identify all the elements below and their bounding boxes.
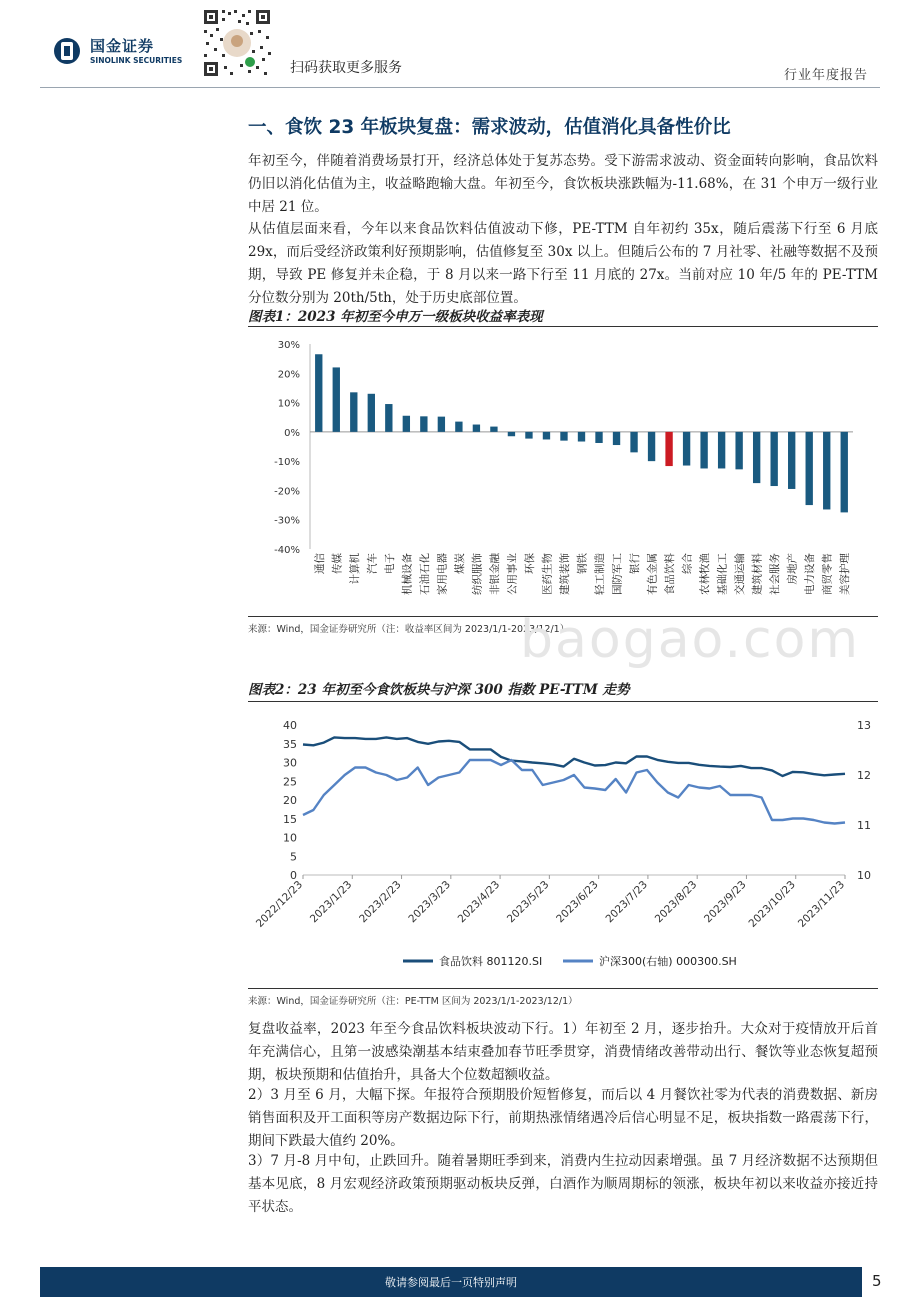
right-y-tick-label: 11 [857, 819, 871, 832]
y-tick-label: -10% [274, 457, 300, 469]
x-tick-label: 电力设备 [804, 553, 817, 595]
page-number: 5 [872, 1272, 882, 1290]
bar-建筑装饰 [560, 432, 567, 441]
bar-公用事业 [508, 432, 515, 436]
watermark: baogao.com [520, 610, 861, 670]
x-tick-label: 2023/3/23 [406, 878, 453, 926]
y-tick-label: 20% [277, 369, 300, 381]
section-title: 一、食饮 23 年板块复盘：需求波动，估值消化具备性价比 [248, 117, 731, 138]
figure2-top-rule [248, 701, 878, 702]
x-tick-label: 2023/1/23 [307, 878, 355, 926]
bar-房地产 [788, 432, 795, 489]
company-logo [40, 30, 200, 74]
bar-商贸零售 [823, 432, 830, 510]
x-tick-label: 有色金属 [646, 553, 659, 595]
x-tick-label: 煤炭 [453, 553, 466, 574]
bar-国防军工 [613, 432, 620, 445]
paragraph-2: 从估值层面来看，今年以来食品饮料估值波动下修，PE-TTM 自年初约 35x，随后震荡下行至 6 月底 29x，而后受经济政策利好预期影响，估值修复至 30x 以上。但随后公布的 7 月社零、社融等数据不及预期，导致 PE 修复并未企稳，于 8 月以来一路下行至 11 月底的 27x。当前对应 10 年/5 年的 PE-TTM 分位数分别为 20th/5th，处于历史底部位置。 [248, 221, 878, 306]
x-tick-label: 2023/7/23 [603, 878, 651, 926]
paragraph-5: 3）7 月-8 月中旬，止跌回升。随着暑期旺季到来，消费内生拉动因素增强。虽 7 月经济数据不达预期但基本见底，8 月宏观经济政策预期驱动板块反弹，白酒作为顺周期标的领涨，板块年初以来收益亦接近持平状态。 [248, 1153, 878, 1215]
x-tick-label: 医药生物 [541, 553, 554, 595]
x-tick-label: 建筑材料 [751, 553, 764, 595]
sinolink-logo-icon [52, 36, 82, 66]
x-tick-label: 公用事业 [506, 553, 519, 595]
x-tick-label: 食品饮料 [664, 553, 677, 595]
x-tick-label: 2023/9/23 [702, 878, 749, 926]
x-tick-label: 计算机 [348, 553, 361, 585]
figure2-bottom-rule [248, 988, 878, 989]
left-y-tick-label: 15 [283, 812, 297, 826]
header-divider [40, 87, 880, 88]
bar-综合 [683, 432, 690, 466]
x-tick-label: 纺织服饰 [471, 553, 484, 595]
x-tick-label: 2023/6/23 [554, 878, 601, 926]
logo-chinese-name: 国金证券 [90, 37, 155, 55]
bar-食品饮料 [665, 432, 672, 466]
bar-纺织服饰 [473, 425, 480, 432]
figure1-bar-chart [248, 330, 878, 612]
bar-交通运输 [735, 432, 742, 469]
figure2-title: 图表2：23 年初至今食饮板块与沪深 300 指数 PE-TTM 走势 [248, 682, 630, 698]
x-tick-label: 基础化工 [716, 553, 729, 595]
legend-label: 沪深300(右轴) 000300.SH [599, 955, 737, 968]
bar-电力设备 [806, 432, 813, 505]
bar-煤炭 [455, 422, 462, 432]
figure1-title: 图表1：2023 年初至今申万一级板块收益率表现 [248, 309, 543, 325]
left-y-tick-label: 30 [283, 756, 297, 770]
y-tick-label: 0% [284, 427, 300, 439]
x-tick-label: 社会服务 [769, 553, 782, 595]
x-tick-label: 钢铁 [576, 553, 589, 574]
bar-汽车 [368, 394, 375, 432]
x-tick-label: 电子 [383, 553, 396, 574]
x-tick-label: 通信 [313, 553, 326, 574]
report-type-label: 行业年度报告 [783, 68, 868, 83]
x-tick-label: 环保 [523, 553, 536, 574]
bar-医药生物 [543, 432, 550, 440]
x-tick-label: 房地产 [786, 553, 799, 585]
logo-english-name: SINOLINK SECURITIES [90, 56, 183, 65]
x-tick-label: 家用电器 [436, 553, 449, 595]
bar-非银金融 [490, 427, 497, 432]
x-tick-label: 美容护理 [839, 553, 852, 595]
bar-轻工制造 [595, 432, 602, 443]
bar-电子 [385, 404, 392, 432]
bar-建筑材料 [753, 432, 760, 483]
x-tick-label: 2023/2/23 [357, 878, 404, 926]
left-y-tick-label: 25 [283, 775, 297, 789]
bar-环保 [525, 432, 532, 439]
bar-通信 [315, 354, 322, 432]
x-tick-label: 2023/5/23 [504, 878, 552, 926]
bar-石油石化 [420, 416, 427, 432]
x-tick-label: 农林牧渔 [699, 553, 712, 595]
x-tick-label: 国防军工 [611, 553, 624, 595]
bar-计算机 [350, 392, 357, 432]
bar-美容护理 [841, 432, 848, 513]
x-tick-label: 汽车 [366, 553, 379, 574]
left-y-tick-label: 35 [283, 737, 297, 751]
figure2-line-chart [248, 705, 878, 980]
y-tick-label: -40% [274, 545, 300, 556]
bar-传媒 [333, 367, 340, 431]
x-tick-label: 2023/8/23 [652, 878, 700, 926]
left-y-tick-label: 10 [283, 831, 297, 845]
y-tick-label: 10% [277, 398, 300, 410]
bar-基础化工 [718, 432, 725, 469]
y-tick-label: -20% [274, 486, 300, 498]
y-tick-label: 30% [277, 340, 300, 351]
y-tick-label: -30% [274, 515, 300, 527]
x-tick-label: 商贸零售 [821, 553, 834, 595]
bar-社会服务 [770, 432, 777, 486]
right-y-tick-label: 10 [857, 869, 871, 882]
x-tick-label: 2023/11/23 [795, 878, 848, 930]
x-tick-label: 石油石化 [418, 553, 431, 595]
x-tick-label: 2023/10/23 [746, 878, 798, 930]
paragraph-3: 复盘收益率，2023 年至今食品饮料板块波动下行。1）年初至 2 月，逐步抬升。大众对于疫情放开后首年充满信心，且第一波感染潮基本结束叠加春节旺季贯穿，消费情绪改善带动出行、餐饮等业态恢复超预期，板块预期和估值抬升，具备大个位数超额收益。 [248, 1021, 878, 1083]
x-tick-label: 2023/4/23 [455, 878, 503, 926]
footer-bar [40, 1267, 862, 1297]
x-tick-label: 非银金融 [488, 553, 501, 595]
left-y-tick-label: 20 [283, 794, 297, 807]
footer-disclaimer[interactable]: 敬请参阅最后一页特别声明 [385, 1276, 517, 1289]
left-y-tick-label: 0 [290, 869, 297, 882]
series-line-1 [303, 737, 845, 776]
bar-银行 [630, 432, 637, 453]
bar-家用电器 [438, 417, 445, 432]
x-tick-label: 2022/12/23 [253, 878, 306, 930]
figure1-top-rule [248, 326, 878, 327]
x-tick-label: 交通运输 [734, 553, 747, 595]
x-tick-label: 建筑装饰 [558, 553, 571, 595]
qr-code-icon[interactable] [200, 6, 274, 80]
bar-钢铁 [578, 432, 585, 442]
paragraph-4: 2）3 月至 6 月，大幅下探。年报符合预期股价短暂修复，而后以 4 月餐饮社零为代表的消费数据、新房销售面积及开工面积等房产数据边际下行，前期热涨情绪遇冷后信心明显不足，板块指数一路震荡下行，期间下跌最大值约 20%。 [248, 1087, 878, 1149]
x-tick-label: 轻工制造 [594, 553, 607, 595]
right-y-tick-label: 13 [857, 719, 871, 732]
left-y-tick-label: 40 [283, 719, 297, 732]
paragraph-1: 年初至今，伴随着消费场景打开，经济总体处于复苏态势。受下游需求波动、资金面转向影响，食品饮料仍旧以消化估值为主，收益略跑输大盘。年初至今，食饮板块涨跌幅为-11.68%，在 31 个申万一级行业中居 21 位。 [248, 153, 878, 215]
bar-农林牧渔 [700, 432, 707, 469]
bar-有色金属 [648, 432, 655, 461]
x-tick-label: 机械设备 [401, 553, 414, 595]
x-tick-label: 综合 [681, 553, 694, 574]
right-y-tick-label: 12 [857, 769, 871, 782]
legend-label: 食品饮料 801120.SI [439, 955, 543, 968]
left-y-tick-label: 5 [290, 850, 297, 864]
figure1-source: 来源：Wind，国金证券研究所（注：收益率区间为 2023/1/1-2023/12/1） [248, 624, 570, 635]
scan-qr-caption: 扫码获取更多服务 [290, 60, 402, 76]
x-tick-label: 银行 [629, 553, 642, 574]
bar-机械设备 [403, 416, 410, 432]
x-tick-label: 传媒 [331, 553, 344, 574]
figure2-source: 来源：Wind，国金证券研究所（注：PE-TTM 区间为 2023/1/1-2023/12/1） [248, 996, 578, 1007]
page-header [0, 0, 920, 90]
